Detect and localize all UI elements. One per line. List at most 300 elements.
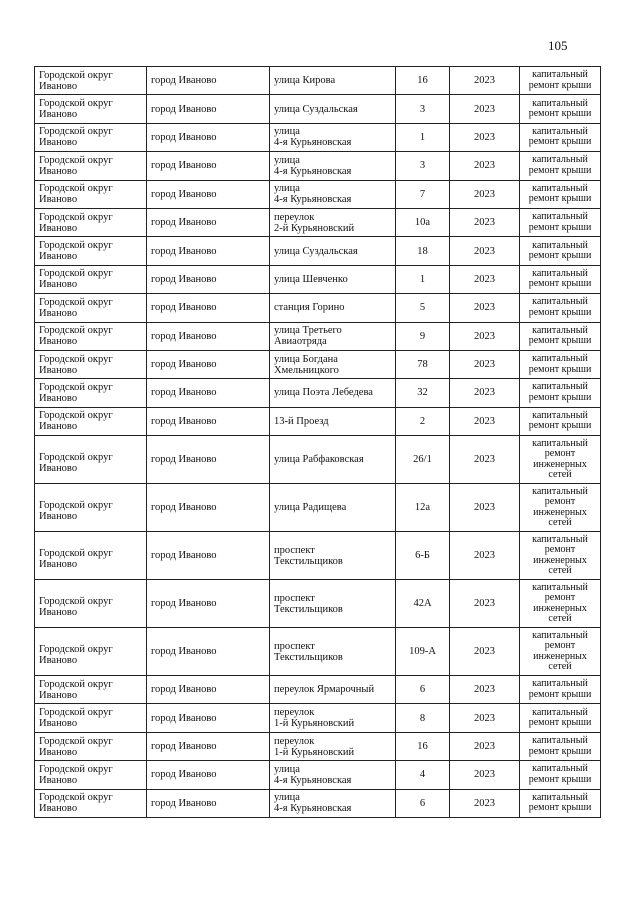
district-cell (35, 67, 147, 95)
table-row (35, 676, 601, 704)
street-line: 1-й Курьяновский (274, 746, 355, 758)
street-cell (270, 704, 396, 732)
street-line: улица Суздальская (274, 103, 358, 115)
street-line: Текстильщиков (274, 651, 343, 663)
work-line: ремонт крыши (528, 773, 592, 785)
work-line: ремонт крыши (528, 745, 592, 757)
table-row (35, 761, 601, 789)
street-line: переулок (274, 707, 315, 719)
city-cell: город Иваново (147, 580, 270, 628)
work-line: ремонт крыши (528, 164, 592, 176)
year-cell: 2023 (450, 294, 520, 322)
table-row (35, 67, 601, 95)
house-number-cell: 6-Б (396, 532, 450, 580)
year-cell: 2023 (450, 180, 520, 208)
table-row (35, 407, 601, 435)
house-number-cell: 16 (396, 732, 450, 760)
work-line: капитальный (532, 353, 588, 365)
year-cell: 2023 (450, 732, 520, 760)
work-line: ремонт (544, 496, 576, 508)
year-cell: 2023 (450, 350, 520, 378)
house-number-cell: 1 (396, 123, 450, 151)
street-line: 2-й Курьяновский (274, 222, 355, 234)
district-cell (35, 152, 147, 180)
district-cell (35, 350, 147, 378)
city-cell: город Иваново (147, 676, 270, 704)
house-number-cell: 78 (396, 350, 450, 378)
city-cell: город Иваново (147, 732, 270, 760)
district-line: Городской округ (39, 410, 113, 422)
district-line: Городской округ (39, 69, 113, 81)
work-line: ремонт крыши (528, 420, 592, 432)
district-cell (35, 379, 147, 407)
table-row (35, 265, 601, 293)
street-cell (270, 532, 396, 580)
street-cell (270, 732, 396, 760)
year-cell: 2023 (450, 580, 520, 628)
city-cell: город Иваново (147, 95, 270, 123)
work-line: ремонт (544, 640, 576, 652)
work-line: инженерных (533, 554, 587, 566)
table-row (35, 532, 601, 580)
district-cell (35, 789, 147, 817)
city-cell: город Иваново (147, 789, 270, 817)
work-line: капитальный (532, 296, 588, 308)
district-line: Иваново (39, 511, 78, 523)
work-type-cell (520, 350, 601, 378)
table-row (35, 152, 601, 180)
district-line: Городской округ (39, 678, 113, 690)
street-line: улица Кирова (274, 75, 336, 87)
street-line: улица Радищева (274, 502, 347, 514)
year-cell: 2023 (450, 208, 520, 236)
work-line: капитальный (532, 239, 588, 251)
work-line: капитальный (532, 706, 588, 718)
work-line: ремонт крыши (528, 802, 592, 814)
city-cell: город Иваново (147, 532, 270, 580)
table-row (35, 180, 601, 208)
work-line: ремонт (544, 544, 576, 556)
city-cell: город Иваново (147, 436, 270, 484)
street-line: станция Горино (274, 302, 345, 314)
street-line: переулок (274, 735, 315, 747)
work-type-cell (520, 732, 601, 760)
work-line: капитальный (532, 678, 588, 690)
district-line: Иваново (39, 109, 78, 121)
district-cell (35, 580, 147, 628)
year-cell: 2023 (450, 484, 520, 532)
work-line: сетей (548, 565, 572, 577)
street-line: улица Богдана (274, 353, 338, 365)
street-cell (270, 580, 396, 628)
district-line: Иваново (39, 307, 78, 319)
house-number-cell: 1 (396, 265, 450, 293)
district-line: Городской округ (39, 707, 113, 719)
street-line: 4-я Курьяновская (274, 803, 352, 815)
district-line: Иваново (39, 463, 78, 475)
year-cell: 2023 (450, 761, 520, 789)
district-cell (35, 407, 147, 435)
work-line: ремонт крыши (528, 250, 592, 262)
street-cell (270, 379, 396, 407)
year-cell: 2023 (450, 379, 520, 407)
street-cell (270, 322, 396, 350)
district-line: Иваново (39, 279, 78, 291)
work-type-cell (520, 180, 601, 208)
work-type-cell (520, 95, 601, 123)
register-table (34, 66, 601, 818)
table-row (35, 628, 601, 676)
work-line: сетей (548, 469, 572, 481)
street-line: улица (274, 792, 300, 804)
district-line: Городской округ (39, 183, 113, 195)
table-row (35, 208, 601, 236)
work-line: ремонт крыши (528, 193, 592, 205)
house-number-cell: 2 (396, 407, 450, 435)
street-line: переулок Ярмарочный (274, 684, 375, 696)
district-line: Иваново (39, 421, 78, 433)
city-cell: город Иваново (147, 761, 270, 789)
year-cell: 2023 (450, 676, 520, 704)
work-line: капитальный (532, 791, 588, 803)
city-cell: город Иваново (147, 237, 270, 265)
work-line: капитальный (532, 581, 588, 593)
work-type-cell (520, 208, 601, 236)
district-line: Городской округ (39, 126, 113, 138)
street-line: переулок (274, 211, 315, 223)
district-cell (35, 294, 147, 322)
street-line: улица (274, 126, 300, 138)
district-line: Городской округ (39, 792, 113, 804)
district-line: Городской округ (39, 98, 113, 110)
work-type-cell (520, 67, 601, 95)
table-row (35, 95, 601, 123)
district-cell (35, 484, 147, 532)
city-cell: город Иваново (147, 180, 270, 208)
city-cell: город Иваново (147, 152, 270, 180)
district-cell (35, 322, 147, 350)
work-line: капитальный (532, 154, 588, 166)
house-number-cell: 9 (396, 322, 450, 350)
table-row (35, 322, 601, 350)
street-line: проспект (274, 592, 315, 604)
district-line: Иваново (39, 655, 78, 667)
year-cell: 2023 (450, 407, 520, 435)
street-line: Авиаотряда (274, 336, 327, 348)
year-cell: 2023 (450, 123, 520, 151)
year-cell: 2023 (450, 532, 520, 580)
street-cell (270, 294, 396, 322)
district-cell (35, 628, 147, 676)
street-cell (270, 789, 396, 817)
work-type-cell (520, 379, 601, 407)
district-cell (35, 436, 147, 484)
table-row (35, 580, 601, 628)
district-line: Городской округ (39, 154, 113, 166)
street-line: улица Третьего (274, 325, 342, 337)
house-number-cell: 5 (396, 294, 450, 322)
district-line: Городской округ (39, 548, 113, 560)
city-cell: город Иваново (147, 628, 270, 676)
year-cell: 2023 (450, 436, 520, 484)
work-line: ремонт крыши (528, 688, 592, 700)
table-row (35, 732, 601, 760)
district-line: Городской округ (39, 240, 113, 252)
street-line: 13-й Проезд (274, 415, 329, 427)
work-line: капитальный (532, 735, 588, 747)
district-cell (35, 237, 147, 265)
work-type-cell (520, 436, 601, 484)
table-row (35, 379, 601, 407)
street-line: улица (274, 763, 300, 775)
street-line: 4-я Курьяновская (274, 137, 352, 149)
work-type-cell (520, 580, 601, 628)
street-line: Текстильщиков (274, 555, 343, 567)
house-number-cell: 32 (396, 379, 450, 407)
city-cell: город Иваново (147, 123, 270, 151)
table-row (35, 123, 601, 151)
city-cell: город Иваново (147, 350, 270, 378)
street-cell (270, 67, 396, 95)
street-cell (270, 237, 396, 265)
district-line: Городской округ (39, 268, 113, 280)
work-line: ремонт крыши (528, 136, 592, 148)
district-line: Иваново (39, 137, 78, 149)
street-line: улица Поэта Лебедева (274, 387, 373, 399)
work-line: капитальный (532, 763, 588, 775)
work-line: ремонт (544, 448, 576, 460)
street-line: проспект (274, 640, 315, 652)
year-cell: 2023 (450, 704, 520, 732)
district-line: Иваново (39, 80, 78, 92)
work-line: капитальный (532, 324, 588, 336)
district-line: Иваново (39, 774, 78, 786)
table-row (35, 350, 601, 378)
year-cell: 2023 (450, 265, 520, 293)
district-line: Иваново (39, 392, 78, 404)
district-line: Городской округ (39, 381, 113, 393)
house-number-cell: 7 (396, 180, 450, 208)
district-line: Иваново (39, 718, 78, 730)
district-line: Городской округ (39, 452, 113, 464)
work-type-cell (520, 628, 601, 676)
work-type-cell (520, 704, 601, 732)
work-line: капитальный (532, 485, 588, 497)
year-cell: 2023 (450, 95, 520, 123)
work-line: инженерных (533, 602, 587, 614)
work-line: ремонт (544, 592, 576, 604)
street-cell (270, 123, 396, 151)
district-line: Городской округ (39, 296, 113, 308)
year-cell: 2023 (450, 628, 520, 676)
work-line: капитальный (532, 211, 588, 223)
work-line: сетей (548, 613, 572, 625)
district-line: Иваново (39, 336, 78, 348)
district-line: Иваново (39, 222, 78, 234)
year-cell: 2023 (450, 67, 520, 95)
work-type-cell (520, 789, 601, 817)
street-cell (270, 350, 396, 378)
house-number-cell: 3 (396, 95, 450, 123)
district-line: Иваново (39, 803, 78, 815)
street-cell (270, 180, 396, 208)
work-type-cell (520, 123, 601, 151)
street-line: улица (274, 183, 300, 195)
work-line: капитальный (532, 533, 588, 545)
district-line: Городской округ (39, 211, 113, 223)
house-number-cell: 8 (396, 704, 450, 732)
district-line: Городской округ (39, 763, 113, 775)
work-type-cell (520, 237, 601, 265)
district-cell (35, 676, 147, 704)
district-line: Иваново (39, 559, 78, 571)
street-cell (270, 152, 396, 180)
work-line: сетей (548, 517, 572, 529)
street-line: Текстильщиков (274, 603, 343, 615)
district-cell (35, 95, 147, 123)
table-row (35, 704, 601, 732)
work-line: капитальный (532, 409, 588, 421)
year-cell: 2023 (450, 789, 520, 817)
district-cell (35, 180, 147, 208)
work-line: инженерных (533, 506, 587, 518)
work-line: ремонт крыши (528, 221, 592, 233)
street-cell (270, 208, 396, 236)
district-line: Городской округ (39, 735, 113, 747)
year-cell: 2023 (450, 237, 520, 265)
district-line: Городской округ (39, 644, 113, 656)
work-line: капитальный (532, 381, 588, 393)
work-line: капитальный (532, 267, 588, 279)
street-cell (270, 761, 396, 789)
city-cell: город Иваново (147, 407, 270, 435)
year-cell: 2023 (450, 152, 520, 180)
street-line: Хмельницкого (274, 364, 339, 376)
street-cell (270, 407, 396, 435)
street-cell (270, 484, 396, 532)
city-cell: город Иваново (147, 379, 270, 407)
work-line: капитальный (532, 97, 588, 109)
street-line: 4-я Курьяновская (274, 194, 352, 206)
street-cell (270, 265, 396, 293)
table-row (35, 484, 601, 532)
city-cell: город Иваново (147, 67, 270, 95)
street-cell (270, 95, 396, 123)
work-line: ремонт крыши (528, 717, 592, 729)
work-type-cell (520, 484, 601, 532)
work-type-cell (520, 407, 601, 435)
district-cell (35, 532, 147, 580)
table-row (35, 789, 601, 817)
work-line: ремонт крыши (528, 79, 592, 91)
street-line: улица (274, 154, 300, 166)
street-line: 1-й Курьяновский (274, 718, 355, 730)
district-cell (35, 123, 147, 151)
table-row (35, 237, 601, 265)
city-cell: город Иваново (147, 484, 270, 532)
house-number-cell: 26/1 (396, 436, 450, 484)
district-line: Городской округ (39, 500, 113, 512)
work-line: ремонт крыши (528, 363, 592, 375)
work-line: ремонт крыши (528, 391, 592, 403)
work-line: капитальный (532, 437, 588, 449)
house-number-cell: 12а (396, 484, 450, 532)
district-cell (35, 704, 147, 732)
district-line: Городской округ (39, 353, 113, 365)
district-line: Иваново (39, 746, 78, 758)
street-line: улица Рабфаковская (274, 454, 364, 466)
house-number-cell: 6 (396, 789, 450, 817)
work-line: сетей (548, 661, 572, 673)
district-cell (35, 208, 147, 236)
street-line: проспект (274, 544, 315, 556)
street-cell (270, 436, 396, 484)
work-line: капитальный (532, 182, 588, 194)
city-cell: город Иваново (147, 208, 270, 236)
work-type-cell (520, 265, 601, 293)
work-line: капитальный (532, 69, 588, 81)
street-line: улица Шевченко (274, 273, 348, 285)
street-line: 4-я Курьяновская (274, 774, 352, 786)
district-line: Иваново (39, 165, 78, 177)
street-line: улица Суздальская (274, 245, 358, 257)
house-number-cell: 16 (396, 67, 450, 95)
district-cell (35, 732, 147, 760)
table-row (35, 294, 601, 322)
work-line: инженерных (533, 650, 587, 662)
district-line: Городской округ (39, 596, 113, 608)
work-line: капитальный (532, 629, 588, 641)
work-type-cell (520, 532, 601, 580)
work-line: ремонт крыши (528, 278, 592, 290)
work-line: ремонт крыши (528, 335, 592, 347)
year-cell: 2023 (450, 322, 520, 350)
district-line: Иваново (39, 251, 78, 263)
district-line: Иваново (39, 689, 78, 701)
work-type-cell (520, 676, 601, 704)
city-cell: город Иваново (147, 704, 270, 732)
house-number-cell: 42А (396, 580, 450, 628)
house-number-cell: 3 (396, 152, 450, 180)
district-line: Городской округ (39, 325, 113, 337)
work-line: капитальный (532, 125, 588, 137)
work-line: ремонт крыши (528, 108, 592, 120)
work-line: инженерных (533, 458, 587, 470)
house-number-cell: 18 (396, 237, 450, 265)
work-type-cell (520, 294, 601, 322)
work-type-cell (520, 152, 601, 180)
district-cell (35, 761, 147, 789)
street-cell (270, 676, 396, 704)
work-type-cell (520, 761, 601, 789)
house-number-cell: 4 (396, 761, 450, 789)
district-line: Иваново (39, 364, 78, 376)
city-cell: город Иваново (147, 322, 270, 350)
city-cell: город Иваново (147, 265, 270, 293)
table-row (35, 436, 601, 484)
work-type-cell (520, 322, 601, 350)
street-line: 4-я Курьяновская (274, 165, 352, 177)
city-cell: город Иваново (147, 294, 270, 322)
street-cell (270, 628, 396, 676)
house-number-cell: 109-А (396, 628, 450, 676)
house-number-cell: 6 (396, 676, 450, 704)
page-number: 105 (548, 38, 568, 53)
house-number-cell: 10а (396, 208, 450, 236)
district-cell (35, 265, 147, 293)
district-line: Иваново (39, 194, 78, 206)
work-line: ремонт крыши (528, 306, 592, 318)
